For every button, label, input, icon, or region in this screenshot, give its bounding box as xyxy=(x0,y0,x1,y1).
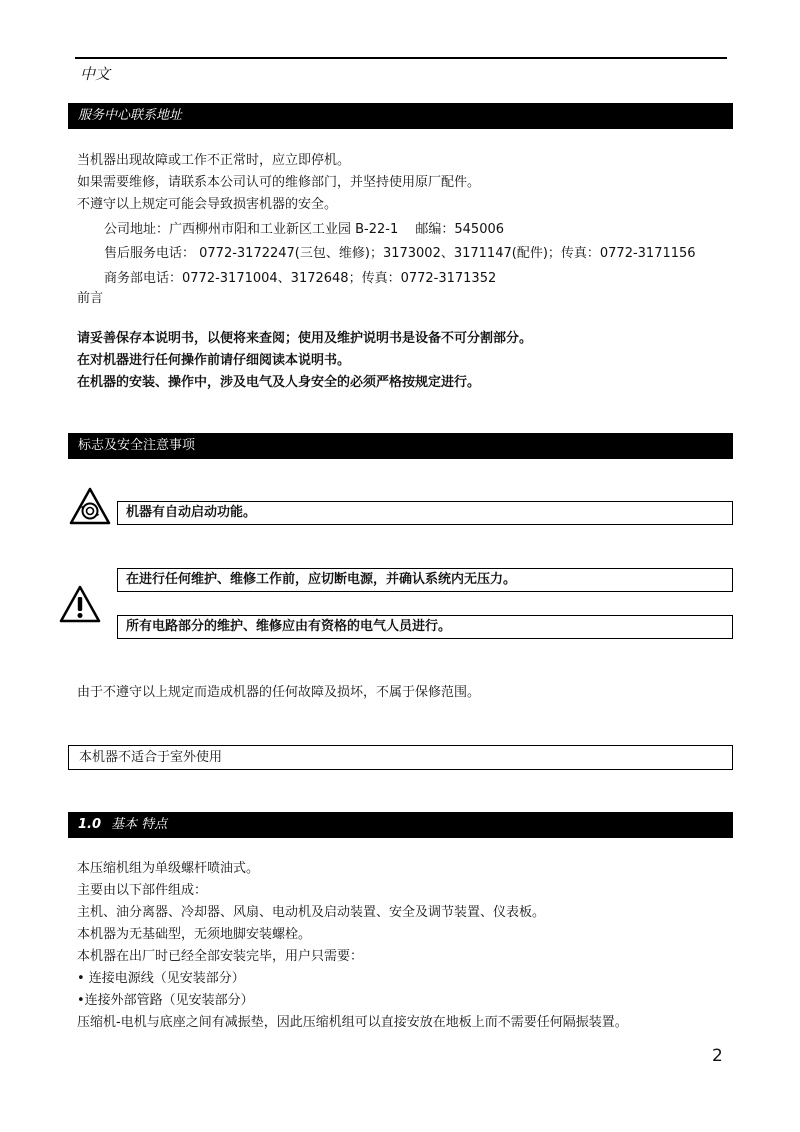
preface-line: 在机器的安装、操作中，涉及电气及人身安全的必须严格按规定进行。 xyxy=(77,375,481,390)
section-heading-features xyxy=(68,812,733,838)
warning-electrical: 所有电路部分的维护、维修应由有资格的电气人员进行。 xyxy=(117,615,733,639)
contact-aftersales: 售后服务电话： 0772-3172247(三包、维修)；3173002、3171147(配件)；传真：0772-3171156 xyxy=(104,246,696,261)
feature-bullet: • 连接电源线（见安装部分） xyxy=(77,971,245,986)
contact-address: 公司地址：广西柳州市阳和工业新区工业园 B-22-1 邮编：545006 xyxy=(104,222,505,237)
preface-title: 前言 xyxy=(77,291,104,306)
feature-bullet: •连接外部管路（见安装部分） xyxy=(77,993,254,1008)
feature-line: 本压缩机组为单级螺杆喷油式。 xyxy=(77,861,260,876)
service-line: 如果需要维修，请联系本公司认可的维修部门，并坚持使用原厂配件。 xyxy=(77,175,481,190)
page-number: 2 xyxy=(712,1046,723,1066)
warranty-disclaimer: 由于不遵守以上规定而造成机器的任何故障及损坏，不属于保修范围。 xyxy=(77,685,481,700)
features-heading-text: 基本 特点 xyxy=(111,817,168,832)
warning-power-off: 在进行任何维护、维修工作前，应切断电源，并确认系统内无压力。 xyxy=(117,568,733,592)
features-heading-number: 1.0 xyxy=(78,817,102,832)
language-label: 中文 xyxy=(80,65,111,83)
service-line: 不遵守以上规定可能会导致损害机器的安全。 xyxy=(77,197,338,212)
preface-line: 在对机器进行任何操作前请仔细阅读本说明书。 xyxy=(77,353,351,368)
feature-line: 主机、油分离器、冷却器、风扇、电动机及启动装置、安全及调节装置、仪表板。 xyxy=(77,905,546,920)
feature-line: 本机器为无基础型，无须地脚安装螺栓。 xyxy=(77,927,312,942)
warning-exclamation-icon xyxy=(58,584,102,624)
auto-start-icon xyxy=(68,486,112,526)
outdoor-notice: 本机器不适合于室外使用 xyxy=(68,745,733,770)
section-heading-service: 服务中心联系地址 xyxy=(68,103,733,129)
auto-start-notice: 机器有自动启动功能。 xyxy=(117,501,733,525)
section-heading-safety: 标志及安全注意事项 xyxy=(68,433,733,459)
contact-business: 商务部电话：0772-3171004、3172648；传真：0772-3171352 xyxy=(104,271,497,286)
service-line: 当机器出现故障或工作不正常时，应立即停机。 xyxy=(77,153,351,168)
feature-line: 主要由以下部件组成： xyxy=(77,883,208,898)
feature-line: 压缩机-电机与底座之间有减振垫，因此压缩机组可以直接安放在地板上而不需要任何隔振装置。 xyxy=(77,1015,628,1030)
feature-line: 本机器在出厂时已经全部安装完毕，用户只需要： xyxy=(77,949,364,964)
preface-line: 请妥善保存本说明书，以便将来查阅；使用及维护说明书是设备不可分割部分。 xyxy=(77,331,533,346)
top-rule xyxy=(75,57,727,59)
